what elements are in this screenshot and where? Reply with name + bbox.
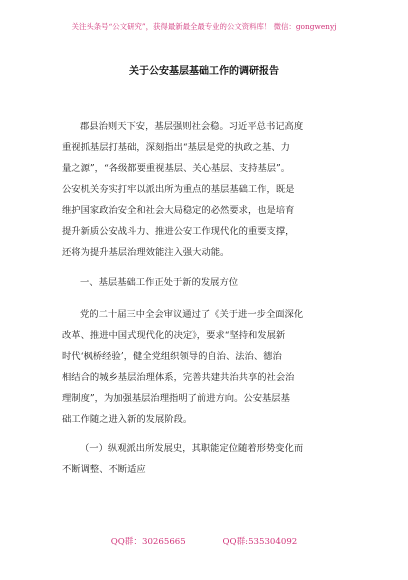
paragraph-line: 党的二十届三中全会审议通过了《关于进一步全面深化 [80, 309, 304, 320]
footer-contact [0, 536, 408, 548]
section-heading: 一、基层基础工作正处于新的发展方位 [80, 277, 239, 288]
paragraph-section-one [62, 304, 348, 430]
paragraph-line: 郡县治则天下安，基层强则社会稳。习近平总书记高度 [80, 121, 304, 132]
footer-qq-group-1: QQ群：30265665 [110, 537, 186, 547]
footer-qq-group-2: QQ群:535304092 [222, 537, 298, 547]
header-banner: 关注头条号“公文研究”，获得最新最全最专业的公文资料库！ 微信：gongwenyj [71, 22, 337, 31]
paragraph-line: 提升新质公安战斗力、推进公安工作现代化的重要支撑， [62, 226, 295, 237]
paragraph-subsection [62, 438, 348, 480]
paragraph-line: 相结合的城乡基层治理体系，完善共建共治共享的社会治 [62, 372, 295, 383]
paragraph-line: 时代‘枫桥经验’，健全党组织领导的自治、法治、德治 [62, 351, 282, 362]
paragraph-line: 公安机关夯实打牢以派出所为重点的基层基础工作，既是 [62, 184, 295, 195]
paragraph-line: 还将为提升基层治理效能注入强大动能。 [62, 247, 230, 258]
paragraph-line: 维护国家政治安全和社会大局稳定的必然要求，也是培育 [62, 205, 295, 216]
document-title: 关于公安基层基础工作的调研报告 [129, 66, 279, 77]
paragraph-line: 理制度”，为加强基层治理指明了前进方向。公安基层基 [62, 393, 290, 404]
paragraph-line: 重视抓基层打基础，深刻指出“基层是党的执政之基、力 [62, 142, 290, 153]
paragraph-line: （一）纵观派出所发展史，其职能定位随着形势变化而 [80, 443, 304, 454]
paragraph-line: 础工作随之进入新的发展阶段。 [62, 414, 193, 425]
paragraph-line: 量之源”，“各级都要重视基层、关心基层、支持基层”。 [62, 163, 291, 174]
paragraph-line: 不断调整、不断适应 [62, 464, 146, 475]
paragraph-intro [62, 116, 348, 263]
paragraph-line: 改革、推进中国式现代化的决定》，要求“坚持和发展新 [62, 330, 286, 341]
